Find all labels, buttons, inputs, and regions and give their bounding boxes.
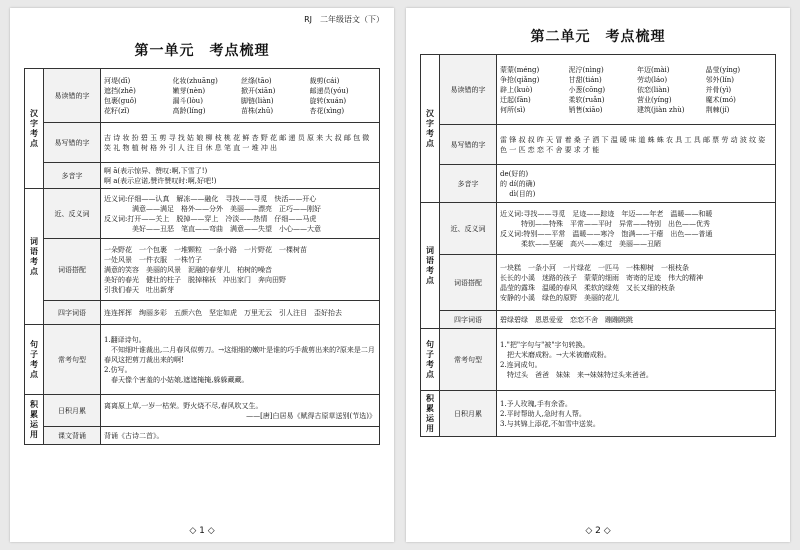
kewen-cell: 背诵《古诗二首》。 bbox=[101, 427, 380, 445]
section-hanzi: 汉字考点 bbox=[25, 69, 44, 189]
sizi-cell: 碧绿碧绿 恩恩爱爱 恋恋不舍 蹦蹦跳跳 bbox=[497, 311, 776, 329]
jinfan-cell: 近义词:仔细——认真 解冻——融化 寻找——寻觅 快活——开心 满意——满足 格外——分外 美丽——漂亮 正巧——刚好 反义词:打开——关上 脱掉——穿上 冷淡——热情 仔细——马虎 美好——丑恶 笔直——弯曲 满意——失望 小心——大意 bbox=[101, 189, 380, 239]
dapei-cell: 一块糕 一条小河 一片绿花 一匹马 一株柳树 一根枝条 长长的小溪 迷路的孩子 蒙蒙的细雨 寄寄的足迹 伟大的精神 晶莹的露珠 温暖的春风 柔软的绿苑 又长又细的枝条 安静的小溪 绿色的原野 美丽的花儿 bbox=[497, 255, 776, 311]
yidu-word: 遮挡(zhē) bbox=[104, 86, 136, 95]
changkao-cell: 1.翻译诗句。 不知细叶谁裁出,二月春风似剪刀。→这细细的嫩叶是谁的巧手裁剪出来的?原来是二月春风这把剪刀裁出来的啊! 2.仿写。 春天像个害羞的小姑娘,遮遮掩掩,躲躲藏藏。 bbox=[101, 325, 380, 395]
yidu-word: 晶莹(yíng) bbox=[705, 65, 741, 74]
yidu-cell bbox=[101, 69, 380, 123]
yidu-word: 依恋(liàn) bbox=[637, 85, 670, 94]
row-label: 多音字 bbox=[44, 163, 101, 189]
yidu-word: 小葱(cōng) bbox=[568, 85, 606, 94]
yidu-word: 丝绦(tāo) bbox=[241, 76, 272, 85]
row-label: 日积月累 bbox=[44, 395, 101, 427]
row-label: 词语搭配 bbox=[44, 239, 101, 301]
yidu-word: 辟上(kuò) bbox=[500, 85, 533, 94]
yidu-word: 柔软(ruǎn) bbox=[568, 95, 605, 104]
yidu-word: 销售(xiāo) bbox=[568, 105, 603, 114]
yidu-word: 包裹(guǒ) bbox=[104, 96, 137, 105]
riji-text: 离离原上草,一岁一枯荣。野火烧不尽,春风吹又生。 bbox=[104, 401, 263, 410]
changkao-cell: 1."把"字句与"被"字句转换。 把大米磨成粉。→大米被磨成粉。 2.连词成句。 特过头 爸爸 妹妹 来→妹妹特过头来爸爸。 bbox=[497, 329, 776, 391]
row-label: 四字词语 bbox=[440, 311, 497, 329]
yixie-cell: 吉 诗 妆 扮 碧 玉 剪 寻 找 姑 娘 柳 枝 桃 花 鲜 杏 野 花 邮 递 员 原 来 大 叔 邮 包 微 笑 礼 物 植 树 格 外 引 人 注 目 休 息 笔 直 一 堆 冲 出 bbox=[101, 123, 380, 163]
review-table bbox=[420, 54, 776, 437]
riji-source: ——[唐]白居易《赋得古原草送别(节选)》 bbox=[246, 411, 376, 420]
page-2 bbox=[406, 8, 790, 542]
yidu-word: 甘甜(tián) bbox=[568, 75, 602, 84]
row-label: 近、反义词 bbox=[440, 203, 497, 255]
sizi-cell: 连连挥挥 绚丽多彩 五颜六色 坚定如虎 万里无云 引人注目 歪好抬去 bbox=[101, 301, 380, 325]
row-label: 日积月累 bbox=[440, 391, 497, 437]
yidu-word: 邻外(lín) bbox=[705, 75, 734, 84]
yidu-word: 苗株(zhū) bbox=[241, 106, 274, 115]
yidu-word: 河堤(dī) bbox=[104, 76, 131, 85]
riji-cell bbox=[101, 395, 380, 427]
section-hanzi: 汉字考点 bbox=[421, 55, 440, 203]
yixie-cell: 雷 锋 叔 叔 昨 天 冒 着 桑 子 洒 下 温 暖 味 道 蛛 蛛 农 具 工 具 邮 票 劳 动 波 纹 姿 色 一 匹 恋 恋 不 舍 要 求 才 能 bbox=[497, 125, 776, 165]
page-number: ◇ 2 ◇ bbox=[585, 526, 611, 536]
row-label: 易写错的字 bbox=[440, 125, 497, 165]
section-juzi: 句子考点 bbox=[421, 329, 440, 391]
duoyin-cell: 啊 ā(表示惊异、赞叹:啊,下雪了!) 啊 a(表示应诺,赞许赞叹时:啊,好吧!) bbox=[101, 163, 380, 189]
yidu-word: 荆棘(jí) bbox=[705, 105, 730, 114]
section-jilei: 积累运用 bbox=[25, 395, 44, 445]
row-label: 词语搭配 bbox=[440, 255, 497, 311]
row-label: 近、反义词 bbox=[44, 189, 101, 239]
dapei-cell: 一朵野花 一个包裹 一堆颗粒 一条小路 一片野花 一棵树苗 一处风景 一件衣服 一株竹子 满意的笑容 美丽的风景 泥融的春芽儿 柏树的噪音 美好的春光 健壮的柱子 脱掉棉袄 冲出家门 奔向田野 引我们春天 吐出新芽 bbox=[101, 239, 380, 301]
jinfan-cell: 近义词:寻找——寻觅 足迹——踪迹 年迈——年老 温暖——和暖 特别——特殊 平常——平时 异常——特别 出色——优秀 反义词:特别——平常 温暖——寒冷 饱满——干瘪 出色——普通 柔软——坚硬 高兴——难过 美丽——丑陋 bbox=[497, 203, 776, 255]
yidu-word: 蒙蒙(méng) bbox=[500, 65, 540, 74]
row-label: 常考句型 bbox=[44, 325, 101, 395]
yidu-word: 嫩芽(nèn) bbox=[172, 86, 206, 95]
yidu-word: 旋转(xuán) bbox=[309, 96, 347, 105]
section-juzi: 句子考点 bbox=[25, 325, 44, 395]
page-number: ◇ 1 ◇ bbox=[189, 526, 215, 536]
row-label: 易写错的字 bbox=[44, 123, 101, 163]
page-title: 第二单元 考点梳理 bbox=[530, 29, 666, 45]
section-jilei: 积累运用 bbox=[421, 391, 440, 437]
yidu-word: 营业(yíng) bbox=[637, 95, 672, 104]
yidu-word: 劳动(láo) bbox=[637, 75, 668, 84]
row-label: 易读错的字 bbox=[440, 55, 497, 125]
yidu-word: 杏花(xìng) bbox=[309, 106, 345, 115]
review-table bbox=[24, 68, 380, 445]
row-label: 课文背诵 bbox=[44, 427, 101, 445]
yidu-word: 脚链(liàn) bbox=[241, 96, 274, 105]
section-ciyu: 词语考点 bbox=[421, 203, 440, 329]
yidu-word: 争抢(qiǎng) bbox=[500, 75, 540, 84]
yidu-word: 花籽(zǐ) bbox=[104, 106, 130, 115]
yidu-word: 魔术(mó) bbox=[705, 95, 736, 104]
yidu-word: 化妆(zhuāng) bbox=[172, 76, 218, 85]
yidu-word: 何所(sì) bbox=[500, 105, 526, 114]
yidu-cell bbox=[497, 55, 776, 125]
row-label: 常考句型 bbox=[440, 329, 497, 391]
riji-cell: 1.予人玫瑰,手有余香。 2.平时帮助人,急时有人帮。 3.与其锦上添花,不如雪中送炭。 bbox=[497, 391, 776, 437]
section-ciyu: 词语考点 bbox=[25, 189, 44, 325]
row-label: 多音字 bbox=[440, 165, 497, 203]
yidu-word: 迁起(fān) bbox=[500, 95, 531, 104]
yidu-word: 泥泞(nìng) bbox=[568, 65, 604, 74]
page-1 bbox=[10, 8, 394, 542]
yidu-word: 高龄(líng) bbox=[172, 106, 206, 115]
yidu-word: 邮递员(yóu) bbox=[309, 86, 349, 95]
yidu-word: 并骨(yì) bbox=[705, 85, 732, 94]
page-title: 第一单元 考点梳理 bbox=[134, 43, 270, 59]
yidu-word: 漏斗(lòu) bbox=[172, 96, 203, 105]
yidu-word: 裁剪(cái) bbox=[309, 76, 340, 85]
running-header: RJ 二年级语文（下） bbox=[304, 15, 384, 24]
row-label: 四字词语 bbox=[44, 301, 101, 325]
yidu-word: 建筑(jiàn zhù) bbox=[637, 105, 685, 114]
duoyin-cell: de(好的) 的 dí(的确) dì(目的) bbox=[497, 165, 776, 203]
row-label: 易读错的字 bbox=[44, 69, 101, 123]
yidu-word: 掀开(xiān) bbox=[241, 86, 276, 95]
yidu-word: 年迈(mài) bbox=[637, 65, 670, 74]
